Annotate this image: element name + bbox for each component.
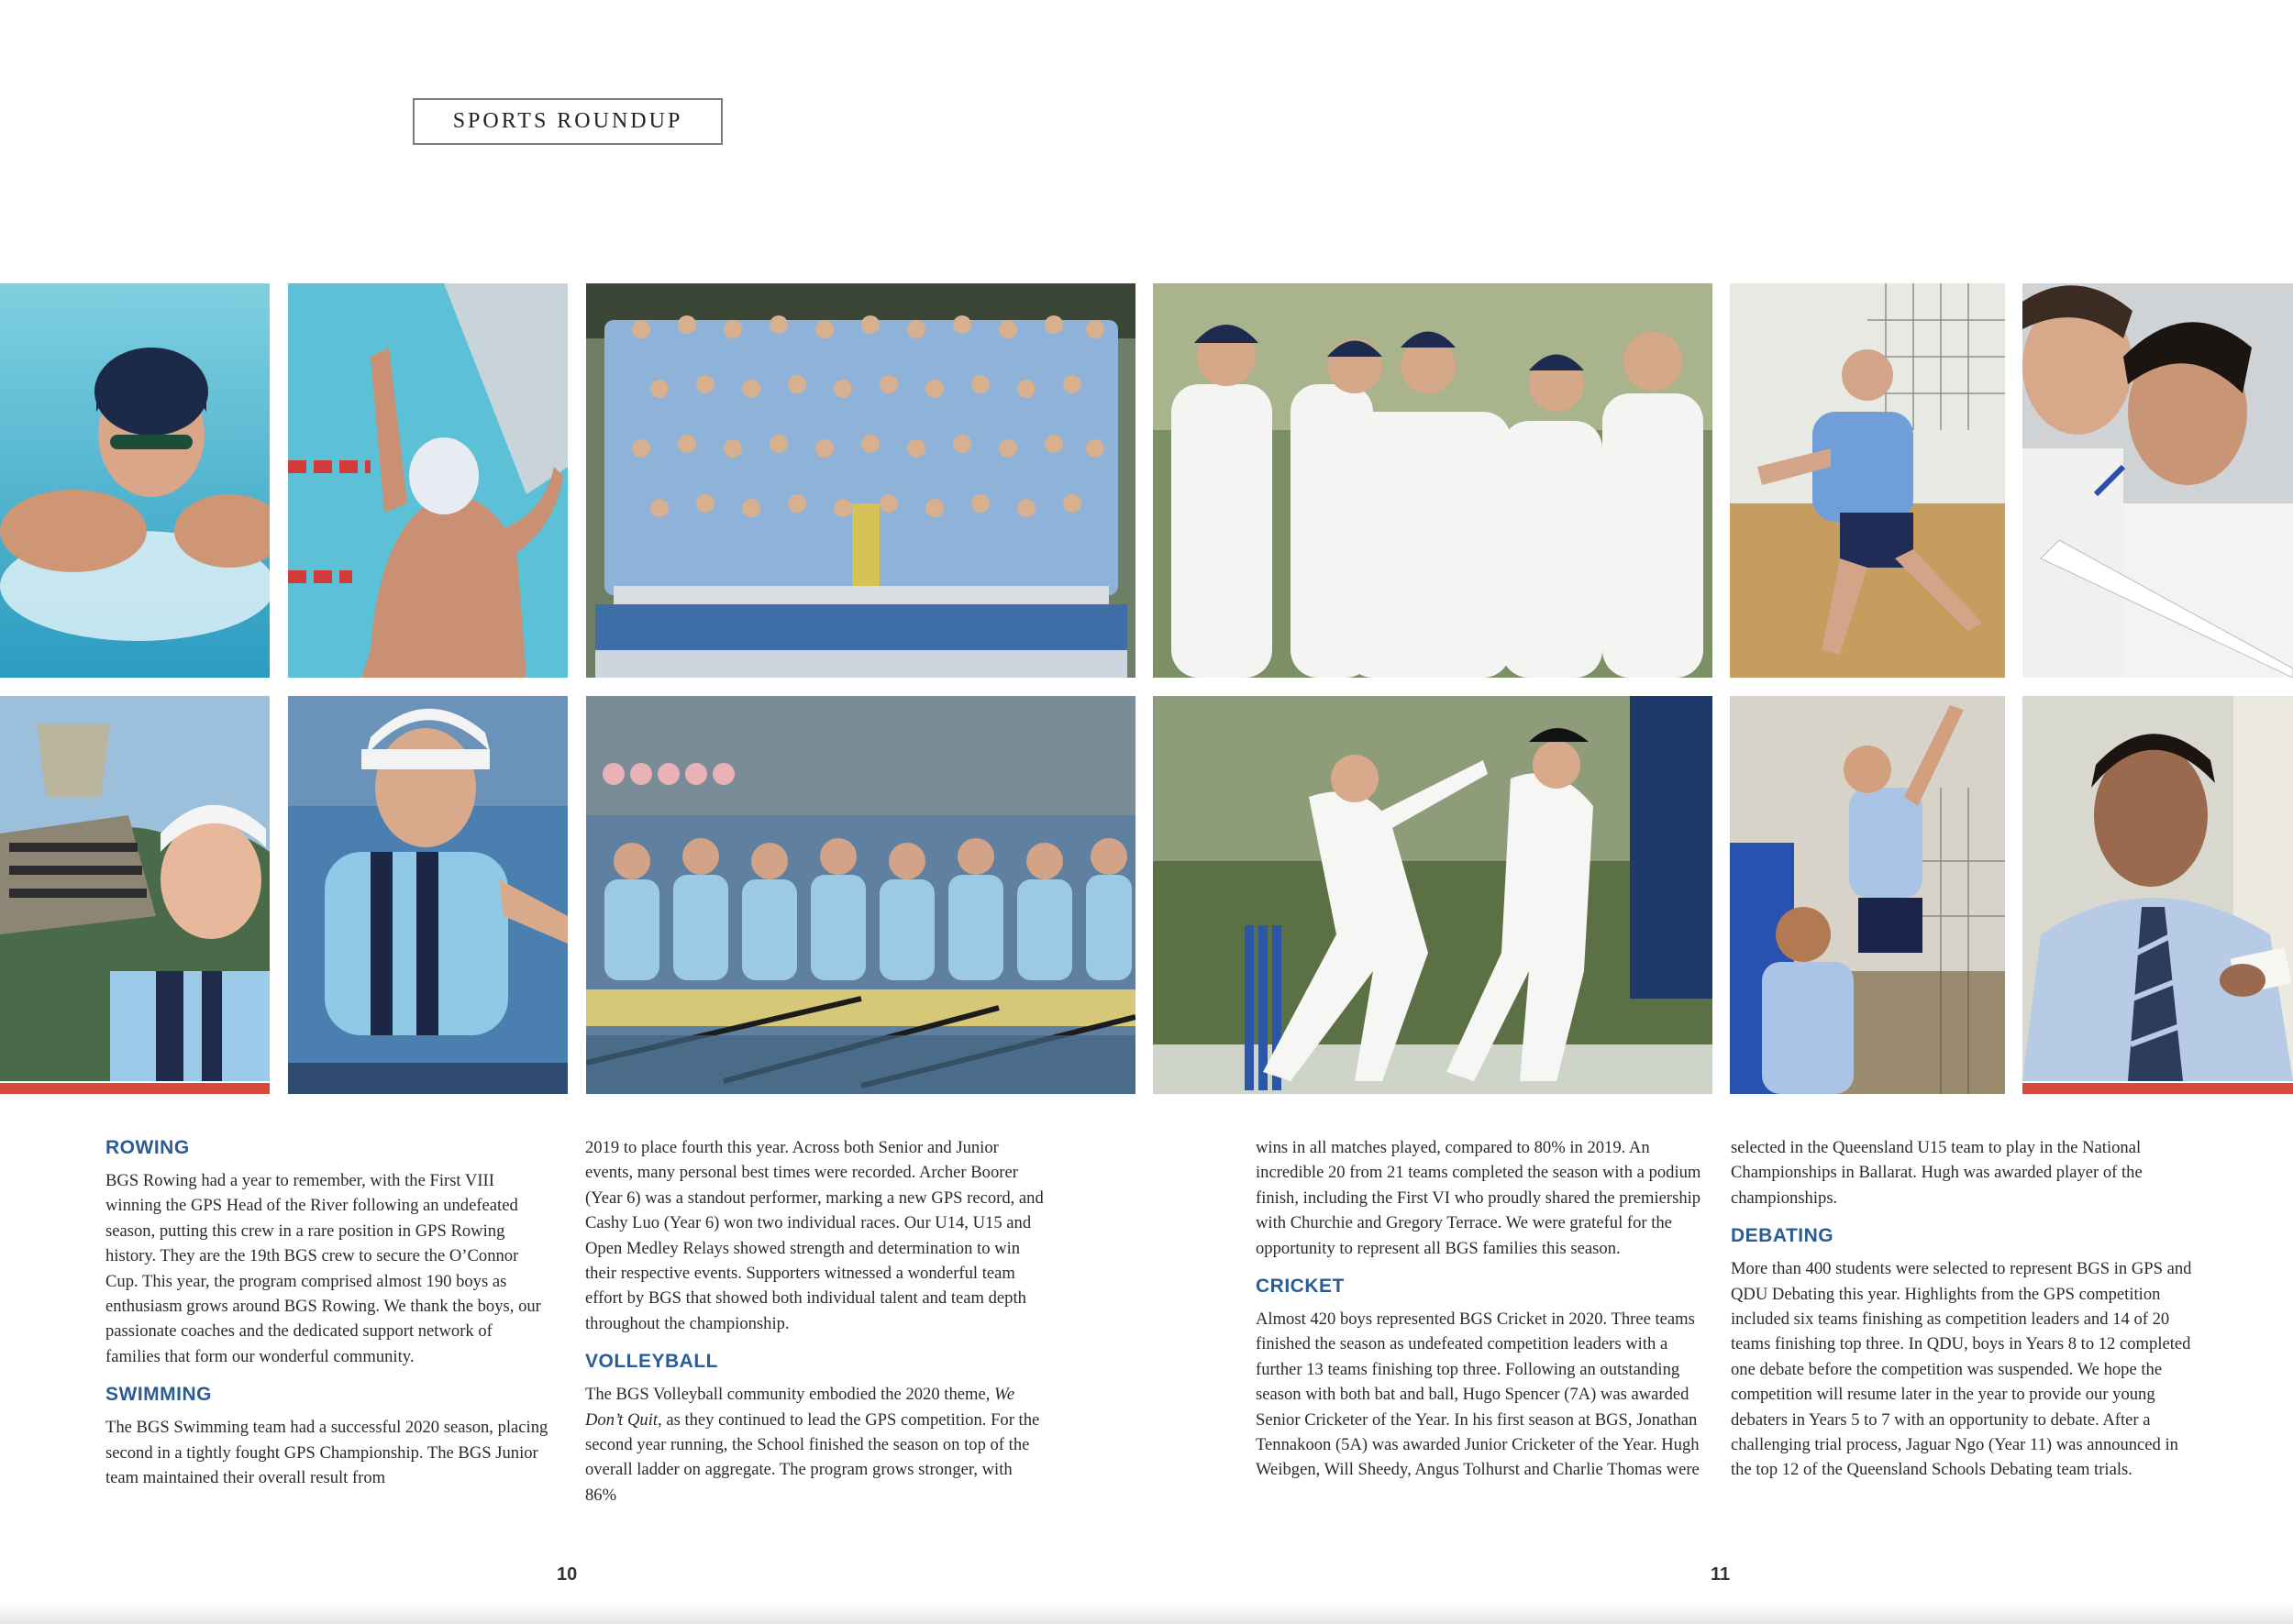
volleyball-theme: We Don’t Quit [585,1385,1015,1430]
cricket-paragraph: Almost 420 boys represented BGS Cricket in 2020. Three teams finished the season as undefeated competition leaders with a further 13 teams finishing top three. Following an outstanding season with both bat and ball, Hugo Spencer (7A) was awarded Senior Cricketer of the Year. In his first season at BGS, Jonathan Tennakoon (5A) was awarded Junior Cricketer of the Year. Hugh Weibgen, Will Sheedy, Angus Tolhurst and Charlie Thomas were [1256,1309,1700,1480]
rowing-paragraph: BGS Rowing had a year to remember, with the First VIII winning the GPS Head of the River following an undefeated season, putting this crew in a rare position in GPS Rowing history. They are the 19th BGS crew to secure the O’Connor Cup. This year, the program comprised almost 190 boys as enthusiasm grows around BGS Rowing. We thank the boys, our passionate coaches and the dedicated support network of families that form our wonderful community. [105,1171,541,1366]
section-title-box [413,98,723,145]
photo-debater-speaking [2022,696,2293,1081]
photo-rowing-crew [586,696,1135,1094]
debating-heading: DEBATING [1731,1225,1834,1247]
swimming-paragraph: The BGS Swimming team had a successful 2020 season, placing second in a tightly fought GPS Championship. The BGS Junior team maintained their overall result from [105,1418,548,1488]
photo-rower-smiling [288,696,568,1094]
text-column-1 [105,1135,550,1503]
page-number-left: 10 [557,1564,578,1585]
photo-swimmer-celebrating [288,283,568,678]
text-column-3 [1256,1135,1705,1496]
swimming-heading: SWIMMING [105,1384,212,1406]
page-number-right: 11 [1711,1564,1731,1585]
photo-team-group [586,283,1135,678]
debating-paragraph: More than 400 students were selected to represent BGS in GPS and QDU Debating this year. Highlights from the GPS competition included six teams finishing as competition leaders and 14 of 20 teams finishing top three. In QDU, boys in Years 8 to 12 completed one debate before the competition was suspended. We hope the competition will resume later in the year to provide our young debaters in Years 5 to 7 with an opportunity to debate. After a challenging trial process, Jaguar Ngo (Year 11) was announced in the top 12 of the Queensland Schools Debating team trials. [1731,1259,2192,1480]
photo-rower-trophy [0,696,270,1081]
photo-cricket-celebration [1153,283,1712,678]
cricket-heading: CRICKET [1256,1276,1345,1298]
photo-swimmer-butterfly [0,283,270,678]
volleyball-text-b: , as they continued to lead the GPS competition. For the second year running, the School finished the season on top of the overall ladder on aggregate. The program grows stronger, with 86% [585,1409,1040,1505]
text-column-2 [585,1135,1044,1520]
page-bottom-edge [0,1603,2293,1624]
accent-bar-left [0,1083,270,1094]
photo-debater-writing [2022,283,2293,678]
accent-bar-right [2022,1083,2293,1094]
volleyball-text-a: The BGS Volleyball community embodied the 2020 theme, [585,1385,995,1405]
rowing-heading: ROWING [105,1137,190,1158]
photo-cricket-bowler [1153,696,1712,1094]
photo-volleyball-spike [1730,696,2005,1094]
volleyball-paragraph [585,1382,1044,1508]
swimming-paragraph-continued: 2019 to place fourth this year. Across both Senior and Junior events, many personal best times were recorded. Archer Boorer (Year 6) was a standout performer, marking a new GPS record, and Cashy Luo (Year 6) won two individual races. Our U14, U15 and Open Medley Relays showed strength and determination to win their respective events. Supporters witnessed a wonderful team effort by BGS that showed both individual talent and team depth throughout the championship. [585,1138,1044,1333]
section-title: SPORTS ROUNDUP [452,109,683,133]
photo-volleyball-player [1730,283,2005,678]
volleyball-paragraph-continued: wins in all matches played, compared to 80% in 2019. An incredible 20 from 21 teams completed the season with a podium finish, including the First VI who proudly shared the premiership with Churchie and Gregory Terrace. We were grateful for the opportunity to represent all BGS families this season. [1256,1138,1701,1258]
cricket-paragraph-continued: selected in the Queensland U15 team to play in the National Championships in Ballarat. Hugh was awarded player of the championships. [1731,1138,2143,1208]
text-column-4 [1731,1135,2194,1496]
volleyball-heading: VOLLEYBALL [585,1351,718,1373]
